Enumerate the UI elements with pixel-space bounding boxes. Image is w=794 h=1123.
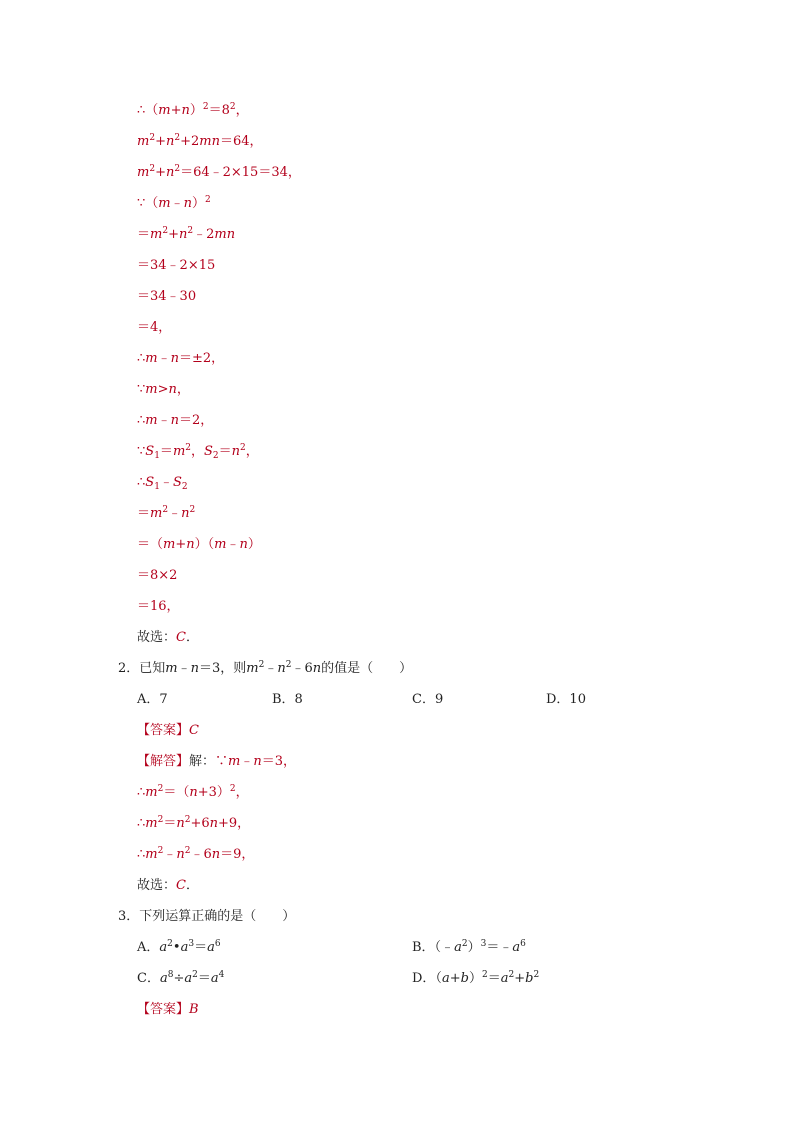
solution-line: ＝4， bbox=[137, 320, 172, 335]
option-a: A．$a^2•a^3=a^6$ bbox=[137, 939, 221, 955]
solution-line: ∴m﹣n＝2， bbox=[137, 413, 214, 428]
question-number: 3． bbox=[118, 909, 140, 924]
answer-tag: 【答案】 bbox=[137, 723, 190, 738]
solution-line: $=m^2+n^2﹣2mn$ bbox=[137, 226, 236, 242]
option-b: B．8 bbox=[272, 692, 303, 707]
question-3-stem bbox=[118, 909, 295, 925]
answer-value: C bbox=[189, 723, 199, 738]
option-d: D．10 bbox=[546, 692, 586, 707]
option-d: D．$(a+b)^2=a^2+b^2$ bbox=[412, 970, 540, 986]
solution-line: 【解答】解：∵m﹣n＝3， bbox=[137, 754, 297, 769]
option-c: C．$a^8\div a^2=a^4$ bbox=[137, 970, 225, 986]
question-text: 下列运算正确的是（ ） bbox=[139, 909, 296, 924]
solution-line: ∵（m﹣n）$^2$ bbox=[137, 195, 211, 211]
solution-line: $\therefore m^2=n^2+6n+9$， bbox=[137, 815, 251, 831]
solution-line: $\because S_1=m^2$，$S_2=n^2$， bbox=[137, 443, 259, 461]
answer-line bbox=[137, 723, 199, 739]
option-b: B．$(﹣a^2)^3=﹣a^6$ bbox=[412, 939, 526, 955]
option-c: C．9 bbox=[412, 692, 444, 707]
solution-line: ＝16， bbox=[137, 599, 180, 614]
answer-tag: 【答案】 bbox=[137, 1002, 190, 1017]
option-a: A．7 bbox=[137, 692, 168, 707]
solution-line: $\therefore m^2﹣n^2﹣6n=9$， bbox=[137, 846, 255, 862]
answer-line bbox=[137, 1002, 199, 1018]
solution-line: ∵m>n， bbox=[137, 382, 190, 397]
solution-line: ＝34﹣2×15 bbox=[137, 258, 216, 273]
solution-conclusion: 故选：C． bbox=[137, 878, 199, 893]
solution-line: $=m^2﹣n^2$ bbox=[137, 505, 196, 521]
solution-line: $m^2+n^2=64﹣2\times 15=34$， bbox=[137, 164, 301, 180]
solution-line: $\therefore m^2=(n+3)^2$， bbox=[137, 784, 249, 800]
solution-line: ＝8×2 bbox=[137, 568, 178, 583]
solution-line: ∴m﹣n＝±2， bbox=[137, 351, 225, 366]
answer-value: B bbox=[189, 1002, 199, 1017]
solution-line: $\therefore S_1﹣S_2$ bbox=[137, 475, 188, 492]
solution-line: ＝（m+n）（m﹣n） bbox=[137, 537, 261, 552]
solution-line: $m^2+n^2+2mn=64$， bbox=[137, 133, 263, 149]
solution-line: $\therefore(m+n)^2=8^2$， bbox=[137, 102, 249, 118]
question-2-stem: 2．已知m﹣n＝3，则$m^2﹣n^2﹣6n$的值是（ ） bbox=[118, 660, 413, 676]
question-number: 2． bbox=[118, 661, 140, 676]
solution-tag: 【解答】 bbox=[137, 754, 190, 769]
solution-line: ＝34﹣30 bbox=[137, 289, 197, 304]
solution-conclusion: 故选：C． bbox=[137, 630, 199, 645]
